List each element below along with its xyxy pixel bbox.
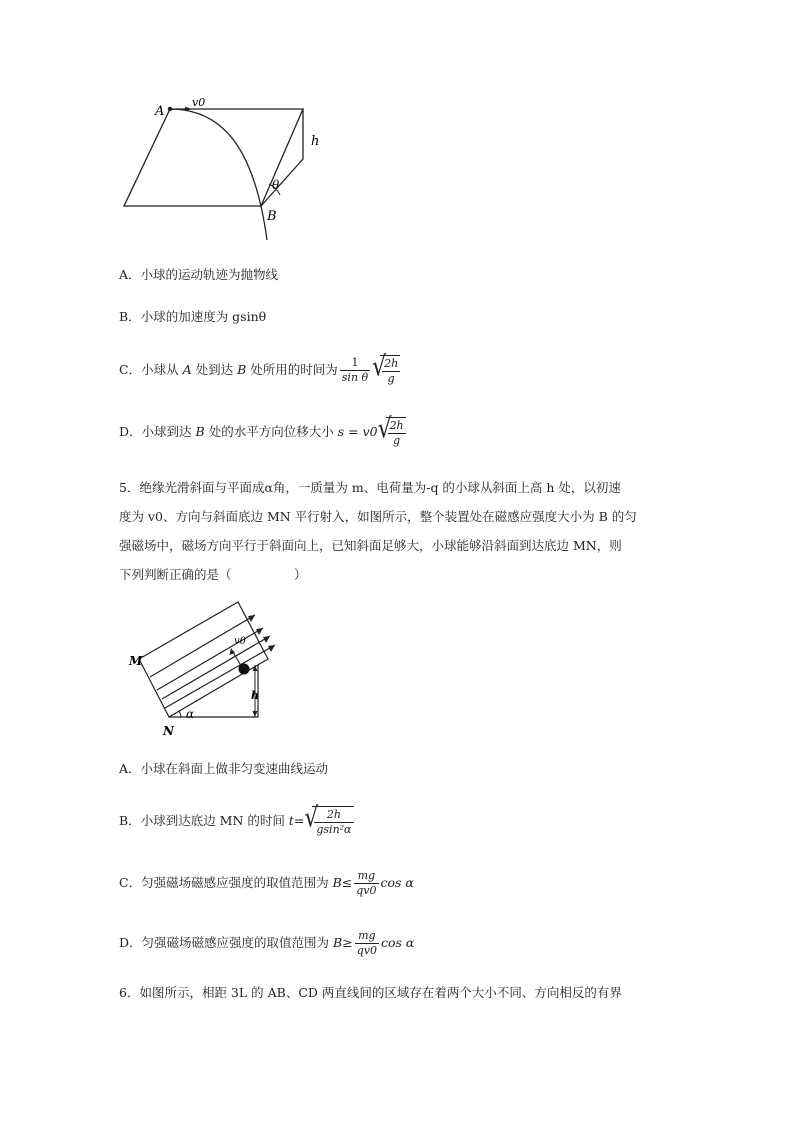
label-h: h: [311, 134, 320, 149]
trajectory-curve: [170, 109, 267, 240]
q4-option-a: A．小球的运动轨迹为抛物线: [119, 267, 279, 282]
label-M: M: [129, 654, 143, 668]
label-alpha: α: [186, 707, 195, 721]
formula-sqrt: √ $\frac{2h}{g}$: [377, 413, 404, 447]
ball: [239, 664, 250, 675]
formula-sqrt: √ $\frac{2h}{\text{gsin²α}}$: [304, 802, 352, 836]
label-v0: v0: [192, 96, 206, 109]
q4-option-c: C．小球从 A 处到达 B 处所用的时间为 $\frac{1}{\text{sin θ}}$ √ $\frac{2h}{g}$: [119, 351, 399, 385]
formula-fraction: $\frac{1}{\text{sin θ}}$: [341, 356, 369, 384]
ball-at-A: [168, 107, 173, 112]
q5-option-a: A．小球在斜面上做非匀变速曲线运动: [119, 761, 329, 776]
label-theta: θ: [272, 178, 280, 192]
label-N: N: [163, 724, 174, 738]
q4-option-b: B．小球的加速度为 gsinθ: [119, 309, 267, 324]
q5-option-b: B．小球到达底边 MN 的时间 t= √ $\frac{2h}{\text{gsin²α}}$: [119, 802, 352, 836]
q5-option-d: D．匀强磁场磁感应强度的取值范围为 B≥ $\frac{mg}{qv0}$ cos α: [119, 929, 415, 957]
figure-inclined-plane: [115, 92, 345, 244]
formula-fraction: $\frac{mg}{qv0}$: [356, 929, 377, 957]
label-h: h: [251, 689, 259, 702]
figure-magnetic-incline: [125, 598, 285, 740]
q5-option-c: C．匀强磁场磁感应强度的取值范围为 B≤ $\frac{mg}{qv0}$ cos α: [119, 869, 414, 897]
q5-stem: 5．绝缘光滑斜面与平面成α角，一质量为 m、电荷量为-q 的小球从斜面上高 h 处，以初速 度为 v0、方向与斜面底边 MN 平行射入，如图所示，整个装置处在磁感应强度大小为 B 的匀 强磁场中，磁场方向平行于斜面向上，已知斜面足够大，小球能够沿斜面到达底边 MN，则 下列判断正确的是（ ）: [119, 480, 637, 582]
label-A: A: [155, 104, 165, 119]
label-v0: v0: [234, 636, 247, 647]
q6-stem: 6．如图所示，相距 3L 的 AB、CD 两直线间的区域存在着两个大小不同、方向相反的有界: [119, 985, 622, 1000]
formula-sqrt: √ $\frac{2h}{g}$: [372, 351, 399, 385]
q4-option-d: D．小球到达 B 处的水平方向位移大小 s = v0 √ $\frac{2h}{g}$: [119, 413, 404, 447]
label-B: B: [267, 209, 277, 224]
formula-fraction: $\frac{mg}{qv0}$: [356, 869, 377, 897]
